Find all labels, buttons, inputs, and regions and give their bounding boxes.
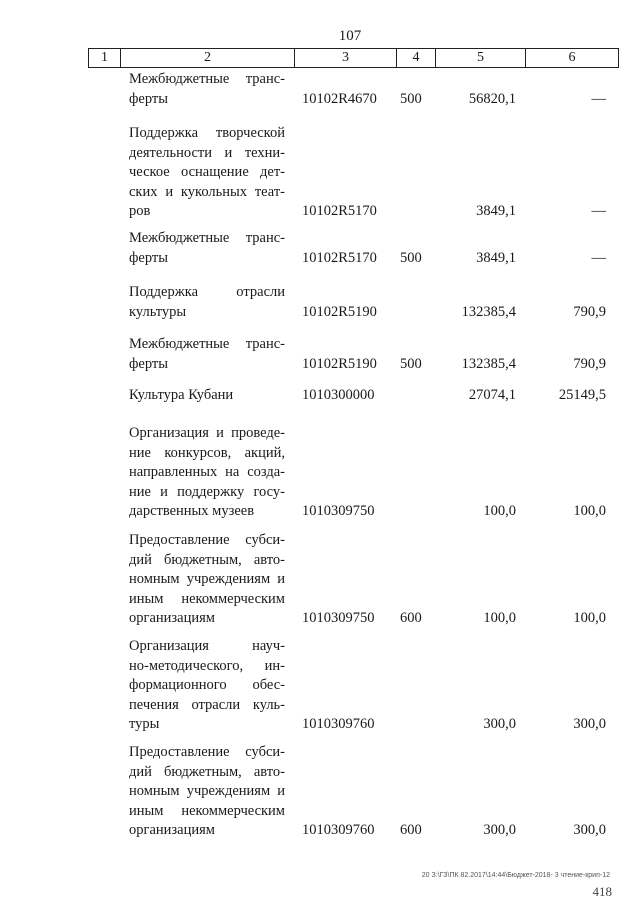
- row-expense-type: 600: [400, 822, 422, 838]
- row-name-line: Межбюджетные транс-: [129, 336, 285, 352]
- row-name: [129, 335, 285, 374]
- row-name-line: номным учреждениям и: [129, 783, 285, 799]
- row-name: [129, 124, 285, 222]
- row-name-line: Предоставление субси-: [129, 744, 285, 760]
- row-amount-col6: 790,9: [573, 355, 606, 372]
- row-name-line: организациям: [129, 822, 215, 838]
- row-name-line: дарственных музеев: [129, 503, 255, 519]
- row-amount-col6: 25149,5: [558, 387, 606, 403]
- row-expense-type: 500: [400, 355, 422, 372]
- row-name-line: иным некоммерческим: [129, 802, 285, 819]
- row-name: [129, 743, 285, 841]
- row-name: [129, 531, 285, 629]
- header-col-6: 6: [568, 50, 576, 65]
- row-name: [129, 386, 285, 406]
- row-name-line: дий бюджетным, авто-: [129, 763, 285, 780]
- file-path-stamp: 20 З:\ГЗ\ПК 82.2017\14:44\Бюджет-2018- 3 чтение-крип-12: [421, 872, 610, 879]
- row-name-line: деятельности и техни-: [129, 144, 285, 161]
- row-amount-col5: 56820,1: [468, 90, 516, 107]
- header-col-3: 3: [295, 49, 397, 67]
- row-name-line: формационного обес-: [129, 677, 285, 693]
- row-amount-col5: 132385,4: [461, 355, 516, 372]
- row-name-line: Организация науч-: [129, 638, 285, 654]
- row-amount-col5: 300,0: [483, 822, 516, 838]
- row-name-line: туры: [129, 716, 160, 732]
- header-col-5: 5: [436, 49, 526, 67]
- row-code: 10102R5190: [302, 355, 377, 372]
- page-number: 107: [338, 28, 362, 44]
- row-name-line: ров: [129, 203, 151, 219]
- row-amount-col5: 300,0: [483, 716, 516, 732]
- row-name-line: дий бюджетным, авто-: [129, 551, 285, 568]
- row-name-line: Поддержка отрасли: [129, 284, 285, 300]
- row-name-line: Межбюджетные транс-: [129, 71, 285, 87]
- header-col-2: 2: [121, 49, 295, 67]
- row-name-line: ферты: [129, 249, 168, 266]
- row-name-line: направленных на созда-: [129, 464, 285, 480]
- row-code: 10102R5170: [302, 249, 377, 266]
- sheet-number: 418: [592, 884, 612, 899]
- row-name-line: культуры: [129, 303, 187, 320]
- row-amount-col6: —: [591, 90, 606, 107]
- row-amount-col5: 100,0: [483, 610, 516, 626]
- row-amount-col6: 100,0: [573, 503, 606, 519]
- row-name-line: ние конкурсов, акций,: [129, 444, 285, 461]
- row-name: [129, 283, 285, 322]
- row-amount-col6: 790,9: [573, 303, 606, 320]
- row-name: [129, 229, 285, 268]
- row-expense-type: 500: [400, 249, 422, 266]
- row-code: 10102R4670: [302, 90, 377, 107]
- row-amount-col6: 300,0: [573, 822, 606, 838]
- header-col-1: 1: [89, 49, 121, 67]
- row-name-line: печения отрасли куль-: [129, 696, 285, 713]
- row-code: 1010309760: [302, 822, 375, 838]
- row-name-line: ских и кукольных теат-: [129, 183, 285, 200]
- row-amount-col6: —: [591, 203, 606, 219]
- row-code: 1010300000: [302, 387, 375, 403]
- row-amount-col5: 132385,4: [461, 303, 516, 320]
- row-amount-col5: 3849,1: [476, 249, 516, 266]
- row-code: 1010309750: [302, 610, 375, 626]
- row-name-line: но-методического, ин-: [129, 657, 285, 674]
- header-col-4: 4: [397, 49, 436, 67]
- table-header: [88, 48, 619, 68]
- row-name: [129, 637, 285, 735]
- row-amount-col5: 100,0: [483, 503, 516, 519]
- row-name-line: ферты: [129, 90, 168, 107]
- row-name-line: иным некоммерческим: [129, 590, 285, 607]
- row-name-line: Межбюджетные транс-: [129, 230, 285, 246]
- row-code: 10102R5190: [302, 303, 377, 320]
- row-amount-col5: 3849,1: [476, 203, 516, 219]
- row-name: [129, 70, 285, 109]
- row-code: 1010309750: [302, 503, 375, 519]
- row-name-line: ние и поддержку госу-: [129, 483, 285, 500]
- row-name-line: организациям: [129, 610, 215, 626]
- row-code: 10102R5170: [302, 203, 377, 219]
- row-expense-type: 500: [400, 90, 422, 107]
- row-amount-col5: 27074,1: [468, 387, 516, 403]
- row-name-line: ческое оснащение дет-: [129, 164, 285, 180]
- row-expense-type: 600: [400, 610, 422, 626]
- row-name-line: ферты: [129, 355, 168, 372]
- row-code: 1010309760: [302, 716, 375, 732]
- row-name-line: номным учреждениям и: [129, 571, 285, 587]
- row-name-line: Предоставление субси-: [129, 532, 285, 548]
- row-name-line: Культура Кубани: [129, 387, 234, 403]
- row-name-line: Поддержка творческой: [129, 125, 285, 141]
- row-amount-col6: 300,0: [573, 716, 606, 732]
- row-amount-col6: 100,0: [573, 610, 606, 626]
- row-name-line: Организация и проведе-: [129, 425, 285, 441]
- row-name: [129, 424, 285, 522]
- row-amount-col6: —: [591, 249, 606, 266]
